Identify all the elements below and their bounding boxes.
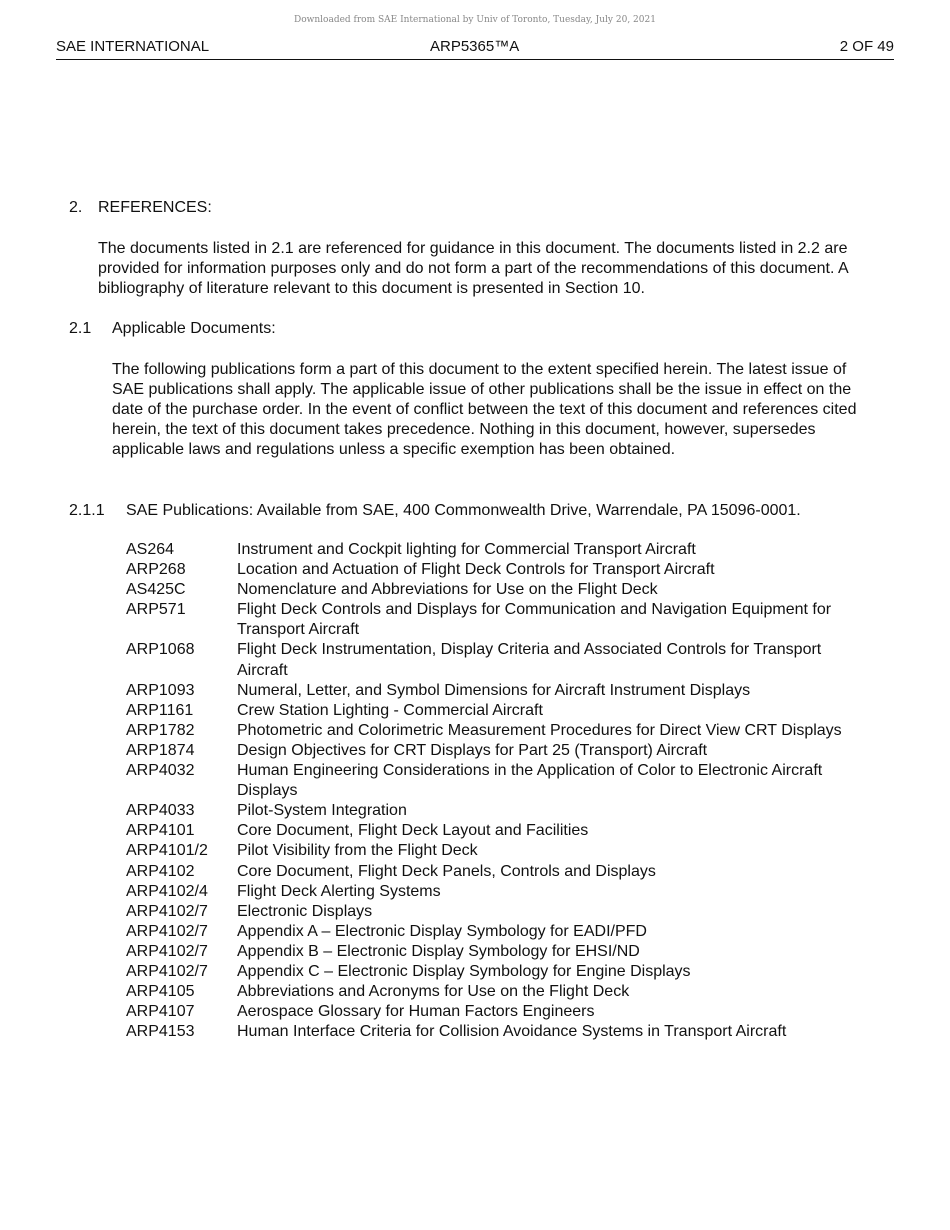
reference-id: ARP1161 <box>126 701 194 719</box>
reference-title: Aerospace Glossary for Human Factors Engineers <box>237 1003 595 1021</box>
reference-row <box>126 721 871 741</box>
reference-title: Flight Deck Controls and Displays for Communication and Navigation Equipment for Transport Aircraft <box>237 601 832 639</box>
section-2-title: REFERENCES: <box>98 199 212 216</box>
reference-id: ARP4101 <box>126 822 195 840</box>
page-header <box>56 38 894 60</box>
reference-row <box>126 761 871 801</box>
reference-row <box>126 600 871 640</box>
reference-title: Appendix B – Electronic Display Symbology for EHSI/ND <box>237 942 640 960</box>
header-page-number: 2 OF 49 <box>839 38 894 55</box>
reference-row <box>126 701 871 721</box>
reference-title: Numeral, Letter, and Symbol Dimensions for Aircraft Instrument Displays <box>237 681 751 699</box>
reference-id: ARP4105 <box>126 983 195 1001</box>
reference-list <box>126 540 871 1042</box>
section-2-1-body: The following publications form a part of this document to the extent specified herein. The latest issue of SAE publications shall apply. The applicable issue of other publications shall be the issue in effect on the date of the purchase order. In the event of conflict between the text of this document and references cited herein, the text of this document takes precedence. Nothing in this document, however, supersedes applicable laws and regulations unless a specific exemption has been obtained. <box>112 361 857 458</box>
reference-row <box>126 882 871 902</box>
reference-row <box>126 982 871 1002</box>
section-2-1-number: 2.1 <box>69 320 92 337</box>
reference-id: ARP268 <box>126 561 186 579</box>
reference-row <box>126 862 871 882</box>
reference-id: ARP4102 <box>126 862 195 880</box>
reference-row <box>126 540 871 560</box>
reference-title: Appendix C – Electronic Display Symbology for Engine Displays <box>237 962 691 980</box>
reference-id: ARP4102/4 <box>126 882 208 900</box>
reference-id: ARP4101/2 <box>126 842 208 860</box>
reference-row <box>126 922 871 942</box>
reference-title: Flight Deck Instrumentation, Display Criteria and Associated Controls for Transport Aircraft <box>237 641 822 679</box>
header-doc-id: ARP5365™A <box>430 38 520 55</box>
reference-id: ARP4033 <box>126 802 195 820</box>
reference-title: Nomenclature and Abbreviations for Use on the Flight Deck <box>237 581 658 599</box>
reference-row <box>126 640 871 680</box>
section-2-body: The documents listed in 2.1 are referenced for guidance in this document. The documents listed in 2.2 are provided for information purposes only and do not form a part of the recommendations of this document. A bibliography of literature relevant to this document is presented in Section 10. <box>98 240 848 297</box>
reference-id: ARP4153 <box>126 1023 195 1041</box>
reference-title: Pilot-System Integration <box>237 802 407 820</box>
reference-id: ARP1782 <box>126 721 195 739</box>
reference-row <box>126 942 871 962</box>
reference-title: Instrument and Cockpit lighting for Commercial Transport Aircraft <box>237 541 696 558</box>
reference-id: ARP4032 <box>126 762 195 780</box>
reference-title: Flight Deck Alerting Systems <box>237 882 441 900</box>
reference-row <box>126 681 871 701</box>
section-2-number: 2. <box>69 199 83 216</box>
reference-id: AS425C <box>126 581 186 599</box>
reference-title: Appendix A – Electronic Display Symbology for EADI/PFD <box>237 922 647 940</box>
reference-title: Core Document, Flight Deck Panels, Controls and Displays <box>237 862 656 880</box>
reference-id: ARP571 <box>126 601 186 619</box>
reference-title: Pilot Visibility from the Flight Deck <box>237 842 478 860</box>
reference-row <box>126 801 871 821</box>
reference-id: ARP4102/7 <box>126 942 208 960</box>
reference-row <box>126 962 871 982</box>
section-2-1-title: Applicable Documents: <box>112 320 276 337</box>
reference-row <box>126 741 871 761</box>
reference-row <box>126 1002 871 1022</box>
reference-id: AS264 <box>126 541 175 558</box>
reference-row <box>126 560 871 580</box>
reference-id: ARP1874 <box>126 741 195 759</box>
reference-title: Human Interface Criteria for Collision Avoidance Systems in Transport Aircraft <box>237 1023 787 1041</box>
reference-row <box>126 841 871 861</box>
reference-row <box>126 821 871 841</box>
reference-row <box>126 902 871 922</box>
section-2-1-1-text: SAE Publications: Available from SAE, 400 Commonwealth Drive, Warrendale, PA 15096-0001. <box>126 502 801 519</box>
reference-title: Core Document, Flight Deck Layout and Facilities <box>237 822 589 840</box>
reference-title: Human Engineering Considerations in the Application of Color to Electronic Aircraft Displays <box>237 762 823 800</box>
reference-id: ARP4102/7 <box>126 922 208 940</box>
reference-title: Photometric and Colorimetric Measurement Procedures for Direct View CRT Displays <box>237 721 842 739</box>
download-watermark: Downloaded from SAE International by Univ of Toronto, Tuesday, July 20, 2021 <box>294 15 656 25</box>
reference-row <box>126 1022 871 1042</box>
reference-id: ARP4102/7 <box>126 902 208 920</box>
reference-id: ARP1093 <box>126 681 195 699</box>
reference-id: ARP4107 <box>126 1003 195 1021</box>
reference-title: Crew Station Lighting - Commercial Aircraft <box>237 701 543 719</box>
reference-title: Abbreviations and Acronyms for Use on the Flight Deck <box>237 983 630 1001</box>
reference-title: Location and Actuation of Flight Deck Controls for Transport Aircraft <box>237 561 715 579</box>
reference-title: Electronic Displays <box>237 902 373 920</box>
reference-title: Design Objectives for CRT Displays for Part 25 (Transport) Aircraft <box>237 741 708 759</box>
reference-id: ARP4102/7 <box>126 962 208 980</box>
section-2-1-1-number: 2.1.1 <box>69 502 105 519</box>
header-org: SAE INTERNATIONAL <box>56 38 210 55</box>
reference-row <box>126 580 871 600</box>
reference-id: ARP1068 <box>126 641 195 659</box>
